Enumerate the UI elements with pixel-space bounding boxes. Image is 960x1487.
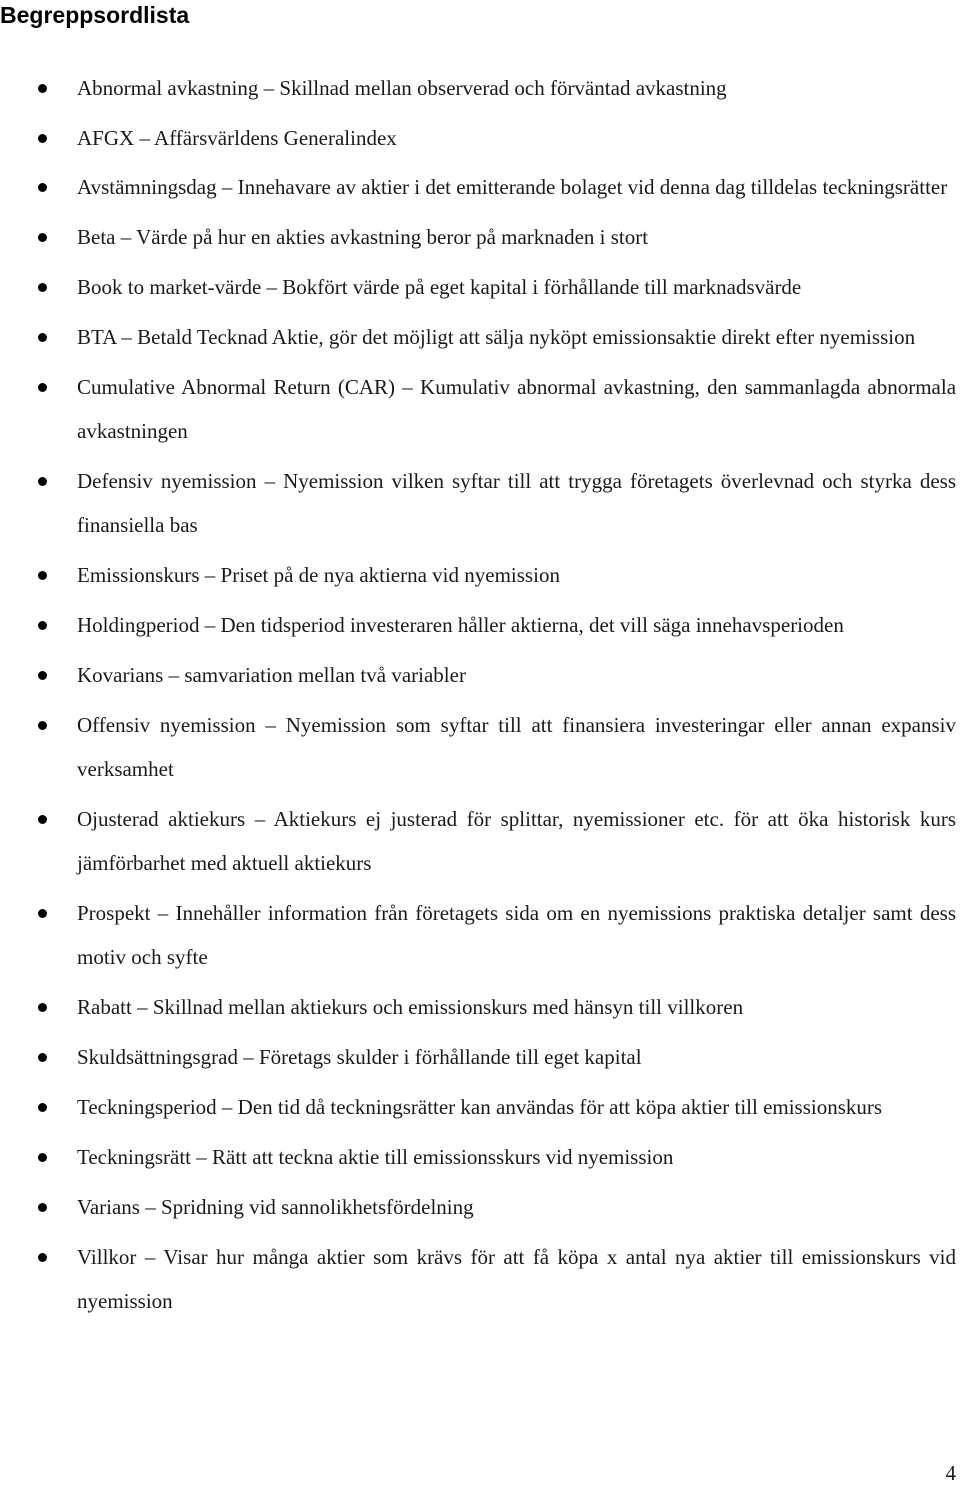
term-separator: – xyxy=(157,901,169,925)
term-separator: – xyxy=(254,807,266,831)
glossary-term: Rabatt xyxy=(77,995,132,1019)
glossary-entry xyxy=(0,703,960,791)
glossary-entry xyxy=(0,797,960,885)
glossary-entry xyxy=(0,891,960,979)
term-separator: – xyxy=(144,1245,156,1269)
term-separator: – xyxy=(221,1095,233,1119)
glossary-list xyxy=(0,66,960,1323)
glossary-entry xyxy=(0,116,960,160)
bullet-icon xyxy=(38,134,47,143)
glossary-entry xyxy=(0,215,960,259)
glossary-term: Skuldsättningsgrad xyxy=(77,1045,238,1069)
glossary-definition: Priset på de nya aktierna vid nyemission xyxy=(220,563,560,587)
glossary-entry xyxy=(0,1135,960,1179)
bullet-icon xyxy=(38,621,47,630)
glossary-term: Kovarians xyxy=(77,663,164,687)
glossary-entry xyxy=(0,1085,960,1129)
glossary-definition: Rätt att teckna aktie till emissionsskurs vid nyemission xyxy=(212,1145,674,1169)
glossary-definition: Bokfört värde på eget kapital i förhållande till marknadsvärde xyxy=(282,275,802,299)
glossary-definition: Skillnad mellan observerad och förväntad avkastning xyxy=(279,76,727,100)
term-separator: – xyxy=(266,275,278,299)
glossary-entry xyxy=(0,66,960,110)
bullet-icon xyxy=(38,909,47,918)
term-separator: – xyxy=(121,325,132,349)
glossary-entry xyxy=(0,365,960,453)
glossary-definition: Kumulativ abnormal avkastning, den sammanlagda abnormala avkastningen xyxy=(77,375,957,443)
bullet-icon xyxy=(38,671,47,680)
glossary-entry xyxy=(0,603,960,647)
glossary-definition: Aktiekurs ej justerad för splittar, nyemissioner etc. för att öka historisk kurs jämförbarhet med aktuell aktiekurs xyxy=(77,807,957,875)
glossary-definition: Företags skulder i förhållande till eget kapital xyxy=(259,1045,642,1069)
glossary-term: Offensiv nyemission xyxy=(77,713,256,737)
glossary-term: Beta xyxy=(77,225,116,249)
term-separator: – xyxy=(221,175,233,199)
glossary-definition: samvariation mellan två variabler xyxy=(184,663,466,687)
page-number: 4 xyxy=(945,1461,956,1485)
glossary-definition: Innehåller information från företagets sida om en nyemissions praktiska detaljer samt dess motiv och syfte xyxy=(77,901,956,969)
glossary-term: Ojusterad aktiekurs xyxy=(77,807,246,831)
glossary-definition: Visar hur många aktier som krävs för att få köpa x antal nya aktier till emissionskurs vid nyemission xyxy=(77,1245,957,1313)
term-separator: – xyxy=(402,375,413,399)
glossary-term: Holdingperiod xyxy=(77,613,200,637)
bullet-icon xyxy=(38,233,47,242)
glossary-term: Emissionskurs xyxy=(77,563,200,587)
term-separator: – xyxy=(264,469,276,493)
glossary-definition: Skillnad mellan aktiekurs och emissionskurs med hänsyn till villkoren xyxy=(152,995,744,1019)
glossary-definition: Innehavare av aktier i det emitterande bolaget vid denna dag tilldelas teckningsrätter xyxy=(237,175,948,199)
glossary-term: Teckningsrätt xyxy=(77,1145,191,1169)
glossary-definition: Nyemission vilken syftar till att trygga företagets överlevnad och styrka dess finansiella bas xyxy=(77,469,956,537)
glossary-term: Book to market-värde xyxy=(77,275,262,299)
glossary-definition: Betald Tecknad Aktie, gör det möjligt att sälja nyköpt emissionsaktie direkt efter nyemission xyxy=(137,325,916,349)
bullet-icon xyxy=(38,383,47,392)
glossary-term: AFGX xyxy=(77,126,135,150)
term-separator: – xyxy=(204,563,216,587)
bullet-icon xyxy=(38,333,47,342)
glossary-entry xyxy=(0,1235,960,1323)
glossary-entry xyxy=(0,265,960,309)
glossary-term: Avstämningsdag xyxy=(77,175,217,199)
glossary-term: Varians xyxy=(77,1195,140,1219)
term-separator: – xyxy=(243,1045,254,1069)
glossary-entry xyxy=(0,985,960,1029)
glossary-entry xyxy=(0,1185,960,1229)
glossary-term: Teckningsperiod xyxy=(77,1095,217,1119)
bullet-icon xyxy=(38,1103,47,1112)
glossary-definition: Den tid då teckningsrätter kan användas för att köpa aktier till emissionskurs xyxy=(237,1095,883,1119)
bullet-icon xyxy=(38,1153,47,1162)
glossary-entry xyxy=(0,459,960,547)
term-separator: – xyxy=(139,126,150,150)
bullet-icon xyxy=(38,721,47,730)
bullet-icon xyxy=(38,477,47,486)
glossary-definition: Värde på hur en akties avkastning beror på marknaden i stort xyxy=(136,225,649,249)
term-separator: – xyxy=(120,225,132,249)
glossary-definition: Affärsvärldens Generalindex xyxy=(154,126,397,150)
bullet-icon xyxy=(38,1253,47,1262)
term-separator: – xyxy=(204,613,216,637)
glossary-definition: Spridning vid sannolikhetsfördelning xyxy=(160,1195,474,1219)
bullet-icon xyxy=(38,1003,47,1012)
term-separator: – xyxy=(145,1195,156,1219)
bullet-icon xyxy=(38,1053,47,1062)
term-separator: – xyxy=(196,1145,207,1169)
term-separator: – xyxy=(263,76,275,100)
glossary-entry xyxy=(0,553,960,597)
glossary-entry xyxy=(0,315,960,359)
glossary-term: Cumulative Abnormal Return (CAR) xyxy=(77,375,396,399)
glossary-term: BTA xyxy=(77,325,117,349)
glossary-term: Defensiv nyemission xyxy=(77,469,257,493)
glossary-entry xyxy=(0,653,960,697)
bullet-icon xyxy=(38,84,47,93)
bullet-icon xyxy=(38,283,47,292)
term-separator: – xyxy=(265,713,276,737)
glossary-definition: Den tidsperiod investeraren håller aktierna, det vill säga innehavsperioden xyxy=(220,613,844,637)
glossary-term: Villkor xyxy=(77,1245,137,1269)
term-separator: – xyxy=(137,995,148,1019)
glossary-entry xyxy=(0,1035,960,1079)
bullet-icon xyxy=(38,571,47,580)
glossary-definition: Nyemission som syftar till att finansiera investeringar eller annan expansiv verksamhet xyxy=(77,713,956,781)
glossary-term: Prospekt xyxy=(77,901,151,925)
page-heading: Begreppsordlista xyxy=(0,2,190,28)
bullet-icon xyxy=(38,183,47,192)
glossary-entry xyxy=(0,165,960,209)
bullet-icon xyxy=(38,1203,47,1212)
bullet-icon xyxy=(38,815,47,824)
term-separator: – xyxy=(168,663,180,687)
glossary-term: Abnormal avkastning xyxy=(77,76,259,100)
